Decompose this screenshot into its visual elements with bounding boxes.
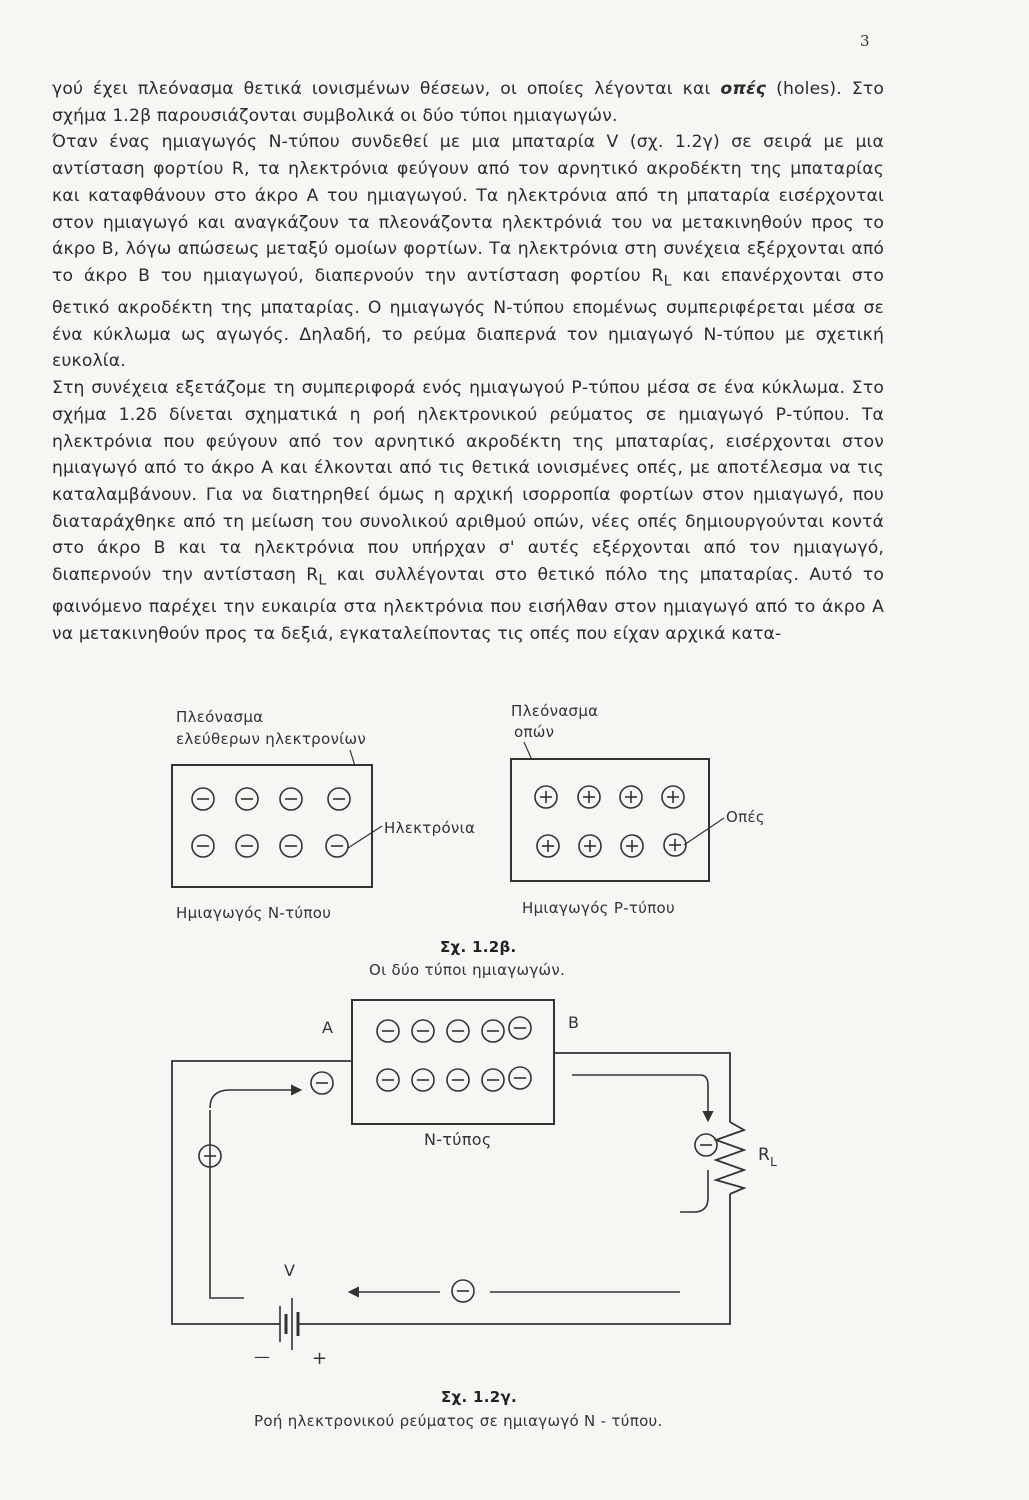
hole-symbol <box>537 835 559 857</box>
electron-symbol <box>447 1069 469 1091</box>
semiconductor-label: Ν-τύπος <box>424 1130 492 1149</box>
flow-arrows <box>210 1075 708 1298</box>
p-type-holes <box>535 786 686 857</box>
electron-symbol <box>192 835 214 857</box>
battery-minus: — <box>254 1347 271 1366</box>
circuit-electrons <box>199 1072 717 1302</box>
electron-symbol <box>482 1020 504 1042</box>
electron-symbol <box>482 1069 504 1091</box>
electron-symbol <box>412 1069 434 1091</box>
n-type-box <box>172 765 372 887</box>
battery-label: V <box>284 1261 296 1280</box>
circuit-wire <box>172 1053 730 1324</box>
n-excess-label-line1: Πλεόνασμα <box>176 708 264 726</box>
electron-symbol <box>280 835 302 857</box>
electron-symbol <box>192 788 214 810</box>
block-electrons <box>377 1017 531 1091</box>
terminal-a-label: Α <box>322 1018 334 1037</box>
paragraph-3: Στη συνέχεια εξετάζομε τη συμπεριφορά ενός ημιαγωγού Ρ-τύπου μέσα σε ένα κύκλωμα. Στο σχήμα 1.2δ δίνεται σχηματικά η ροή ηλεκτρονικού ρεύματος σε ημιαγωγό Ρ-τύπου. Τα ηλεκτρόνια που φεύγουν από τον αρνητικό ακροδέκτη της μπαταρίας, εισέρχονται στον ημιαγωγό από το άκρο Α και έλκονται από τις θετικά ιονισμένες οπές, με αποτέλεσμα να τις καταλαμβάνουν. Για να διατηρηθεί όμως η αρχική ισορροπία φορτίων στον ημιαγωγό, που διαταράχθηκε από τη μείωση του συνολικού αριθμού οπών, νέες οπές δημιουργούνται κοντά στο άκρο Β και τα ηλεκτρόνια που υπήρχαν σ' αυτές εξέρχονται από τον ημιαγωγό, διαπερνούν την αντίσταση $R_L$ και συλλέγονται στο θετικό πόλο της μπαταρίας. Αυτό το φαινόμενο παρέχει την ευκαιρία στα ηλεκτρόνια που εισήλθαν στον ημιαγωγό από το άκρο Α να μετακινηθούν προς τα δεξιά, εγκαταλείποντας τις οπές που είχαν αρχικά κατα- <box>52 378 884 644</box>
electron-symbol <box>509 1067 531 1089</box>
figure-1-2g-caption: Ροή ηλεκτρονικού ρεύματος σε ημιαγωγό Ν - τύπου. <box>254 1412 663 1430</box>
electron-symbol <box>236 788 258 810</box>
hole-symbol <box>620 786 642 808</box>
hole-symbol <box>662 786 684 808</box>
body-text <box>52 76 884 648</box>
electron-symbol <box>447 1020 469 1042</box>
terminal-b-label: Β <box>568 1013 580 1032</box>
electron-symbol <box>377 1069 399 1091</box>
electron-symbol <box>412 1020 434 1042</box>
electron-symbol <box>509 1017 531 1039</box>
page-number: 3 <box>860 32 870 50</box>
figure-1-2b-number: Σχ. 1.2β. <box>440 938 517 956</box>
electron-symbol <box>326 835 348 857</box>
p-excess-label-line2: οπών <box>514 723 555 741</box>
electron-symbol <box>328 788 350 810</box>
flow-electron-symbol <box>452 1280 474 1302</box>
hole-symbol <box>664 834 686 856</box>
flow-electron-symbol <box>311 1072 333 1094</box>
resistor-label: $R_L$ <box>758 1145 778 1169</box>
n-type-electrons <box>192 788 350 857</box>
electrons-pointer-label: Ηλεκτρόνια <box>384 819 476 837</box>
holes-pointer-label: Οπές <box>726 808 765 826</box>
paragraph-1: γού έχει πλεόνασμα θετικά ιονισμένων θέσεων, οι οποίες λέγονται και οπές (holes). Στο σχήμα 1.2β παρουσιάζονται συμβολικά οι δύο τύποι ημιαγωγών. <box>52 79 885 126</box>
flow-electron-symbol <box>695 1134 717 1156</box>
n-excess-label-line2: ελεύθερων ηλεκτρονίων <box>176 730 367 748</box>
battery-plus: + <box>312 1348 328 1369</box>
p-type-box <box>511 759 709 881</box>
figure-1-2b-caption: Οι δύο τύποι ημιαγωγών. <box>369 961 566 979</box>
electron-symbol <box>280 788 302 810</box>
electron-symbol <box>377 1020 399 1042</box>
n-type-block <box>352 1000 554 1124</box>
electron-symbol <box>236 835 258 857</box>
hole-symbol <box>621 835 643 857</box>
paragraph-2: Όταν ένας ημιαγωγός Ν-τύπου συνδεθεί με μια μπαταρία V (σχ. 1.2γ) σε σειρά με μια αντίσταση φορτίου R, τα ηλεκτρόνια φεύγουν από τον αρνητικό ακροδέκτη της μπαταρίας και καταφθάνουν στο άκρο Α του ημιαγωγού. Τα ηλεκτρόνια από τη μπαταρία εισέρχονται στον ημιαγωγό και αναγκάζουν τα πλεονάζοντα ηλεκτρόνιά του να μετακινηθούν προς το άκρο Β, λόγω απώσεως μεταξύ ομοίων φορτίων. Τα ηλεκτρόνια στη συνέχεια εξέρχονται από το άκρο Β του ημιαγωγού, διαπερνούν την αντίσταση φορτίου $R_L$ και επανέρχονται στο θετικό ακροδέκτη της μπαταρίας. Ο ημιαγωγός Ν-τύπου επομένως συμπεριφέρεται μέσα σε ένα κύκλωμα ως αγωγός. Δηλαδή, το ρεύμα διαπερνά τον ημιαγωγό Ν-τύπου με σχετική ευκολία. <box>52 132 884 372</box>
resistor-rl <box>716 1122 744 1194</box>
hole-symbol <box>579 835 601 857</box>
n-type-caption: Ημιαγωγός Ν-τύπου <box>176 904 332 922</box>
flow-electron-symbol <box>199 1145 221 1167</box>
hole-symbol <box>578 786 600 808</box>
emphasis-holes: οπές <box>720 79 767 99</box>
p-excess-label-line1: Πλεόνασμα <box>511 702 599 720</box>
battery <box>280 1298 298 1350</box>
figure-1-2g-number: Σχ. 1.2γ. <box>441 1388 518 1406</box>
hole-symbol <box>535 786 557 808</box>
p-type-caption: Ημιαγωγός Ρ-τύπου <box>522 899 676 917</box>
